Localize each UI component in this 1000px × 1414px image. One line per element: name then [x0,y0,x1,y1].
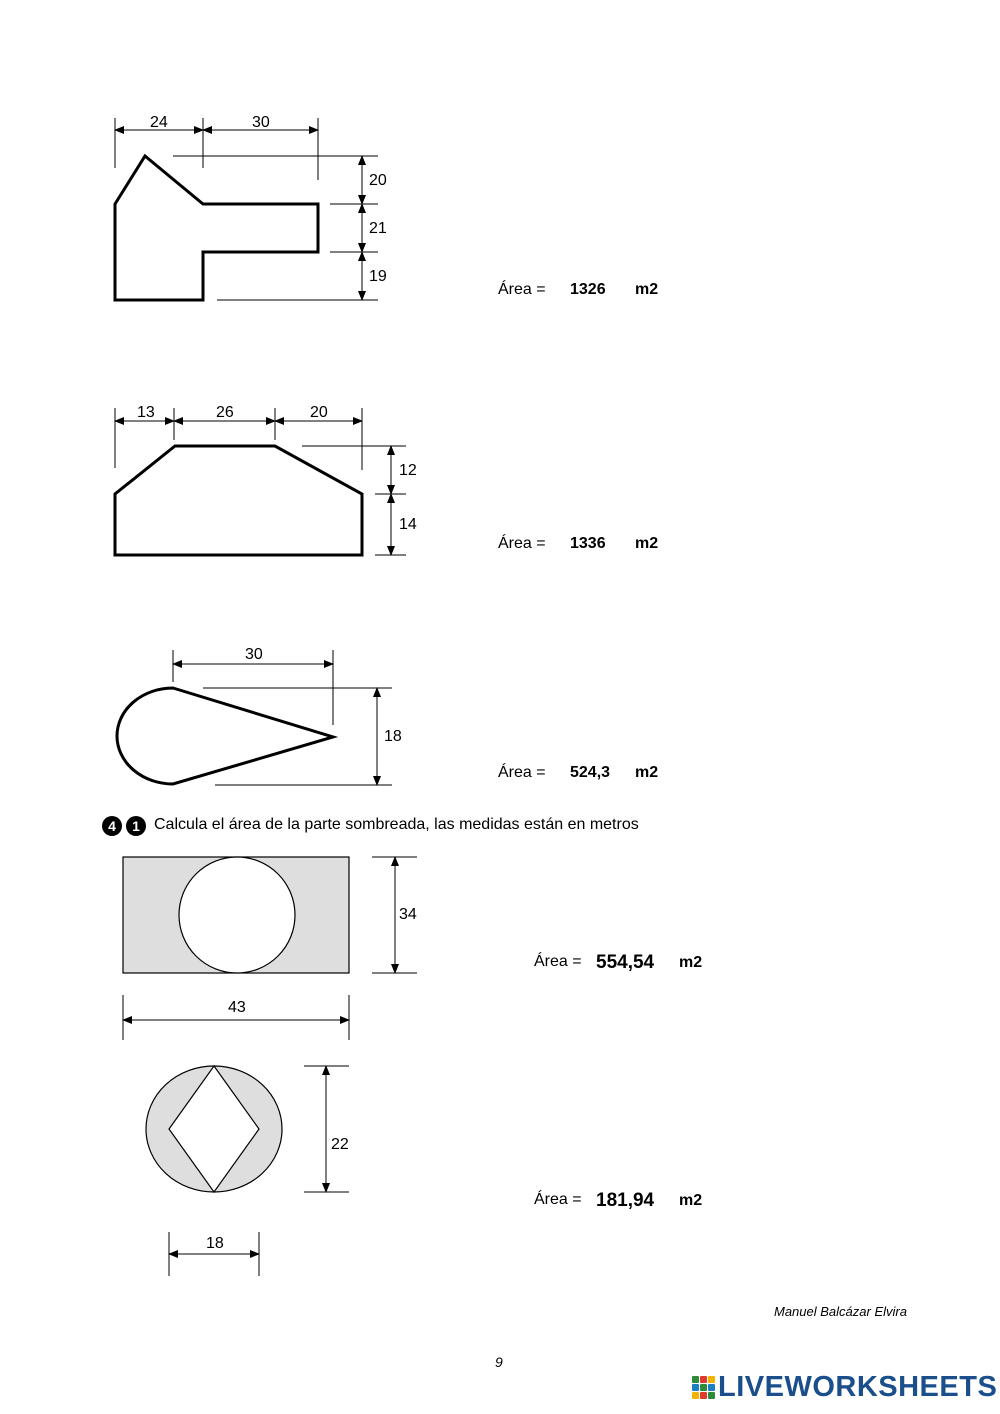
shaded-figure-1 [123,857,349,973]
liveworksheets-brand[interactable]: LIVEWORKSHEETS [718,1371,998,1403]
exercise-instruction: Calcula el área de la parte sombreada, las medidas están en metros [154,816,639,833]
fig2-area-value: 1336 [570,535,606,552]
author-name: Manuel Balcázar Elvira [774,1304,907,1319]
fig2-dim-20: 20 [310,404,328,421]
figure-2-shape [115,446,362,555]
fig2-dim-12: 12 [399,462,417,479]
fig1-dim-24: 24 [150,114,168,131]
shaded2-area-label: Área = [534,1191,582,1208]
shaded1-dim-43: 43 [228,999,246,1016]
fig1-area-label: Área = [498,281,546,298]
fig3-area-unit: m2 [635,764,659,781]
figure-3-shape [117,688,333,784]
page-number: 9 [495,1354,503,1370]
fig3-dim-30: 30 [245,646,263,663]
shaded1-area-unit: m2 [679,954,703,971]
shaded1-area-label: Área = [534,953,582,970]
shaded2-area-value: 181,94 [596,1190,655,1211]
fig3-dim-18: 18 [384,728,402,745]
fig1-dim-19: 19 [369,268,387,285]
fig1-dim-21: 21 [369,220,387,237]
fig2-dim-13: 13 [137,404,155,421]
fig3-area-value: 524,3 [570,764,611,781]
shaded1-area-value: 554,54 [596,952,655,973]
liveworksheets-logo-icon [692,1376,716,1400]
shaded2-area-unit: m2 [679,1192,703,1209]
fig3-area-label: Área = [498,764,546,781]
fig1-area-unit: m2 [635,281,659,298]
exercise-number-digit-2: 1 [126,816,146,836]
figure-1-dimensions [115,118,378,300]
shaded2-dim-18: 18 [206,1235,224,1252]
figure-1-shape [115,156,318,300]
shaded2-dim-22: 22 [331,1136,349,1153]
exercise-number-digit-1: 4 [102,816,122,836]
fig1-dim-30: 30 [252,114,270,131]
fig2-area-label: Área = [498,535,546,552]
shaded-figure-2 [146,1066,282,1192]
fig2-area-unit: m2 [635,535,659,552]
fig1-area-value: 1326 [570,281,606,298]
fig2-dim-26: 26 [216,404,234,421]
fig1-dim-20: 20 [369,172,387,189]
fig2-dim-14: 14 [399,516,417,533]
shaded1-dim-34: 34 [399,906,417,923]
figure-3-dimensions [173,650,392,785]
